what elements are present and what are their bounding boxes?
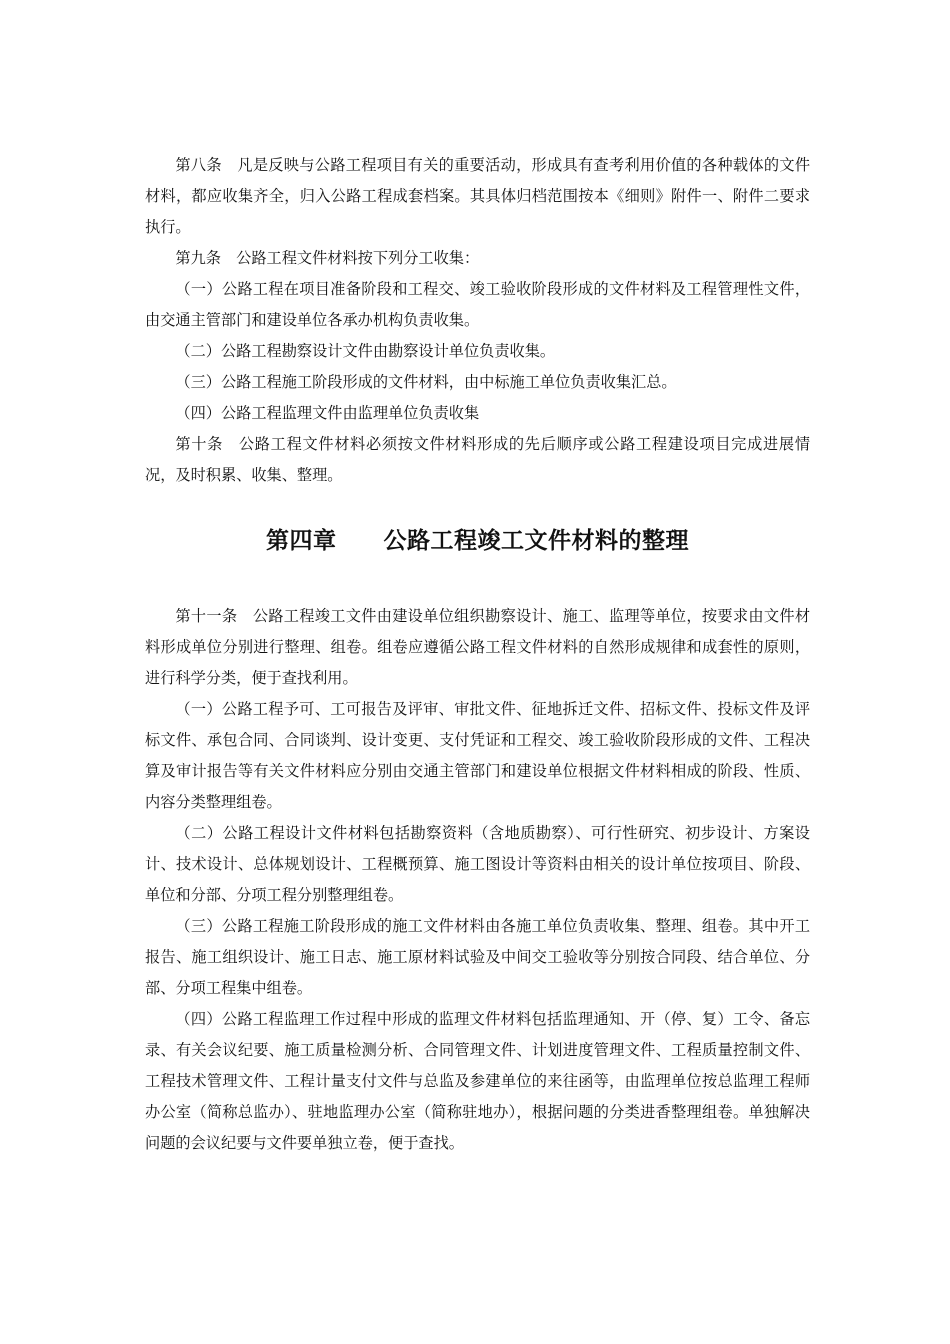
chapter-title: 第四章 公路工程竣工文件材料的整理 xyxy=(266,528,689,554)
article-8: 第八条 凡是反映与公路工程项目有关的重要活动，形成具有查考利用价值的各种载体的文件材料，都应收集齐全，归入公路工程成套档案。其具体归档范围按本《细则》附件一、附件二要求执行。 xyxy=(145,156,810,236)
article-11-item-2: （二）公路工程设计文件材料包括勘察资料（含地质勘察）、可行性研究、初步设计、方案设计、技术设计、总体规划设计、工程概预算、施工图设计等资料由相关的设计单位按项目、阶段、单位和分部、分项工程分别整理组卷。 xyxy=(145,824,810,904)
section-organization xyxy=(145,601,810,1159)
article-9-item-3: （三）公路工程施工阶段形成的文件材料，由中标施工单位负责收集汇总。 xyxy=(175,373,677,391)
article-11-item-4: （四）公路工程监理工作过程中形成的监理文件材料包括监理通知、开（停、复）工令、备忘录、有关会议纪要、施工质量检测分析、合同管理文件、计划进度管理文件、工程质量控制文件、工程技术管理文件、工程计量支付文件与总监及参建单位的来往函等，由监理单位按总监理工程师办公室（简称总监办）、驻地监理办公室（简称驻地办），根据问题的分类进香整理组卷。单独解决问题的会议纪要与文件要单独立卷，便于查找。 xyxy=(145,1010,810,1152)
article-9-item-1: （一）公路工程在项目准备阶段和工程交、竣工验收阶段形成的文件材料及工程管理性文件，由交通主管部门和建设单位各承办机构负责收集。 xyxy=(145,280,810,329)
article-10: 第十条 公路工程文件材料必须按文件材料形成的先后顺序或公路工程建设项目完成进展情况，及时积累、收集、整理。 xyxy=(145,435,810,484)
article-11-item-3: （三）公路工程施工阶段形成的施工文件材料由各施工单位负责收集、整理、组卷。其中开工报告、施工组织设计、施工日志、施工原材料试验及中间交工验收等分别按合同段、结合单位、分部、分项工程集中组卷。 xyxy=(145,917,810,997)
document-body xyxy=(145,150,810,1159)
article-11-item-1: （一）公路工程予可、工可报告及评审、审批文件、征地拆迁文件、招标文件、投标文件及评标文件、承包合同、合同谈判、设计变更、支付凭证和工程交、竣工验收阶段形成的文件、工程决算及审计报告等有关文件材料应分别由交通主管部门和建设单位根据文件材料相成的阶段、性质、内容分类整理组卷。 xyxy=(145,700,810,811)
article-9-item-2: （二）公路工程勘察设计文件由勘察设计单位负责收集。 xyxy=(175,342,556,360)
article-11: 第十一条 公路工程竣工文件由建设单位组织勘察设计、施工、监理等单位，按要求由文件材料形成单位分别进行整理、组卷。组卷应遵循公路工程文件材料的自然形成规律和成套性的原则，进行科学分类，便于查找利用。 xyxy=(145,607,810,687)
section-collection xyxy=(145,150,810,491)
article-9-item-4: （四）公路工程监理文件由监理单位负责收集 xyxy=(175,404,480,422)
article-9: 第九条 公路工程文件材料按下列分工收集： xyxy=(175,249,480,267)
